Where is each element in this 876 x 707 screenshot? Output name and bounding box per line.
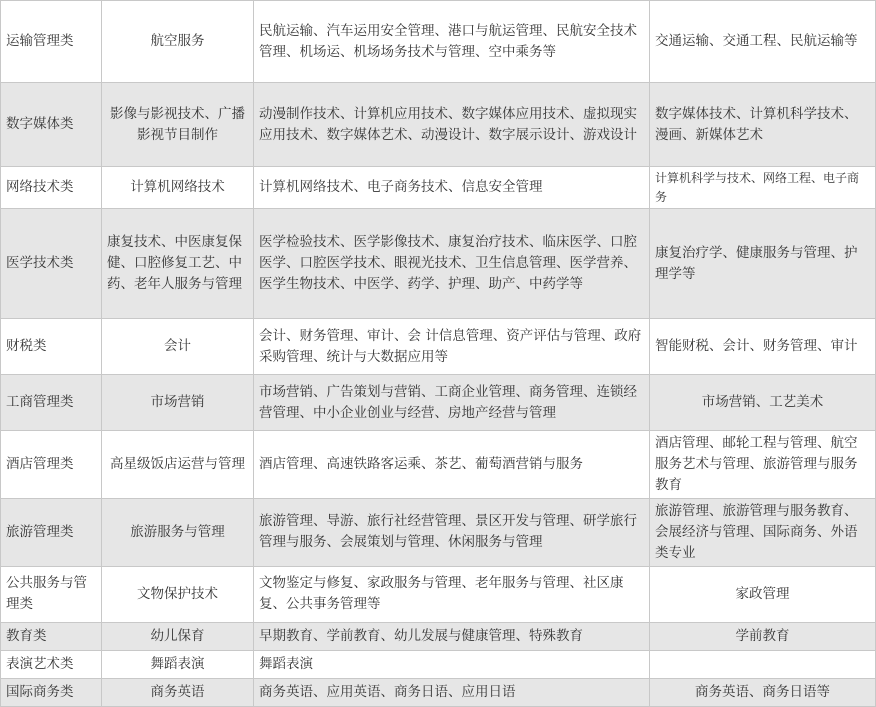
professional-major-cell: 计算机网络技术、电子商务技术、信息安全管理 [254, 167, 650, 209]
technician-major-cell: 文物保护技术 [102, 566, 254, 622]
technician-major-cell: 舞蹈表演 [102, 650, 254, 678]
category-cell: 工商管理类 [1, 375, 102, 431]
technician-major-cell: 旅游服务与管理 [102, 498, 254, 566]
table-row [1, 650, 876, 678]
table-row [1, 167, 876, 209]
technician-major-cell: 康复技术、中医康复保健、口腔修复工艺、中药、老年人服务与管理 [102, 209, 254, 319]
undergraduate-major-cell: 旅游管理、旅游管理与服务教育、会展经济与管理、国际商务、外语类专业 [650, 498, 876, 566]
category-cell: 表演艺术类 [1, 650, 102, 678]
undergraduate-major-cell: 学前教育 [650, 622, 876, 650]
technician-major-cell: 计算机网络技术 [102, 167, 254, 209]
professional-major-cell: 早期教育、学前教育、幼儿发展与健康管理、特殊教育 [254, 622, 650, 650]
technician-major-cell: 影像与影视技术、广播影视节目制作 [102, 83, 254, 167]
table-row [1, 622, 876, 650]
category-cell: 医学技术类 [1, 209, 102, 319]
technician-major-cell: 商务英语 [102, 678, 254, 706]
undergraduate-major-cell [650, 650, 876, 678]
professional-major-cell: 旅游管理、导游、旅行社经营管理、景区开发与管理、研学旅行管理与服务、会展策划与管理、休闲服务与管理 [254, 498, 650, 566]
category-cell: 网络技术类 [1, 167, 102, 209]
category-cell: 运输管理类 [1, 1, 102, 83]
technician-major-cell: 高星级饭店运营与管理 [102, 431, 254, 499]
technician-major-cell: 航空服务 [102, 1, 254, 83]
technician-major-cell: 会计 [102, 319, 254, 375]
professional-major-cell: 医学检验技术、医学影像技术、康复治疗技术、临床医学、口腔医学、口腔医学技术、眼视光技术、卫生信息管理、医学营养、医学生物技术、中医学、药学、护理、助产、中药学等 [254, 209, 650, 319]
table-row [1, 1, 876, 83]
undergraduate-major-cell: 酒店管理、邮轮工程与管理、航空服务艺术与管理、旅游管理与服务教育 [650, 431, 876, 499]
undergraduate-major-cell: 智能财税、会计、财务管理、审计 [650, 319, 876, 375]
professional-major-cell: 舞蹈表演 [254, 650, 650, 678]
table-row [1, 498, 876, 566]
category-cell: 教育类 [1, 622, 102, 650]
category-cell: 国际商务类 [1, 678, 102, 706]
undergraduate-major-cell: 家政管理 [650, 566, 876, 622]
category-cell: 公共服务与管理类 [1, 566, 102, 622]
professional-major-cell: 酒店管理、高速铁路客运乘、茶艺、葡萄酒营销与服务 [254, 431, 650, 499]
table-row [1, 83, 876, 167]
table-row [1, 431, 876, 499]
undergraduate-major-cell: 交通运输、交通工程、民航运输等 [650, 1, 876, 83]
category-cell: 酒店管理类 [1, 431, 102, 499]
undergraduate-major-cell: 计算机科学与技术、网络工程、电子商务 [650, 167, 876, 209]
professional-major-cell: 动漫制作技术、计算机应用技术、数字媒体应用技术、虚拟现实应用技术、数字媒体艺术、动漫设计、数字展示设计、游戏设计 [254, 83, 650, 167]
undergraduate-major-cell: 市场营销、工艺美术 [650, 375, 876, 431]
table-row [1, 209, 876, 319]
category-cell: 数字媒体类 [1, 83, 102, 167]
professional-major-cell: 文物鉴定与修复、家政服务与管理、老年服务与管理、社区康复、公共事务管理等 [254, 566, 650, 622]
table-row [1, 375, 876, 431]
table-row [1, 566, 876, 622]
professional-major-cell: 民航运输、汽车运用安全管理、港口与航运管理、民航安全技术管理、机场运、机场场务技术与管理、空中乘务等 [254, 1, 650, 83]
professional-major-cell: 会计、财务管理、审计、会 计信息管理、资产评估与管理、政府采购管理、统计与大数据应用等 [254, 319, 650, 375]
undergraduate-major-cell: 商务英语、商务日语等 [650, 678, 876, 706]
undergraduate-major-cell: 康复治疗学、健康服务与管理、护理学等 [650, 209, 876, 319]
technician-major-cell: 幼儿保育 [102, 622, 254, 650]
table-row [1, 319, 876, 375]
professional-major-cell: 商务英语、应用英语、商务日语、应用日语 [254, 678, 650, 706]
professional-major-cell: 市场营销、广告策划与营销、工商企业管理、商务管理、连锁经营管理、中小企业创业与经营、房地产经营与管理 [254, 375, 650, 431]
undergraduate-major-cell: 数字媒体技术、计算机科学技术、漫画、新媒体艺术 [650, 83, 876, 167]
category-cell: 财税类 [1, 319, 102, 375]
table-row [1, 678, 876, 706]
technician-major-cell: 市场营销 [102, 375, 254, 431]
category-cell: 旅游管理类 [1, 498, 102, 566]
